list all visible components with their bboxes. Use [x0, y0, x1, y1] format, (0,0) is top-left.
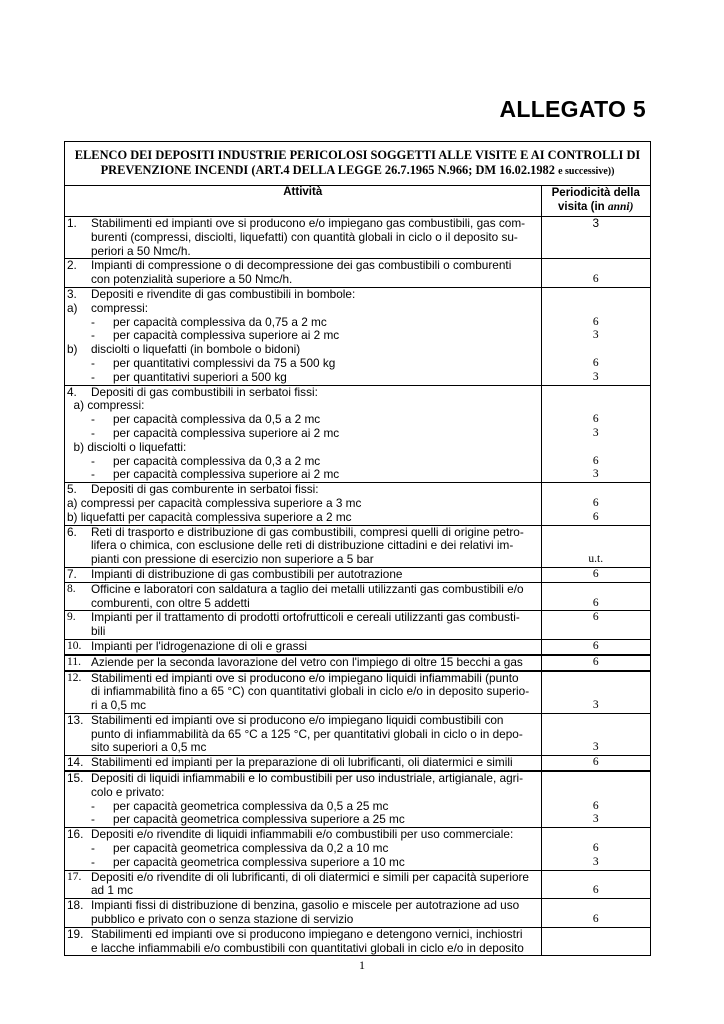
- activity-text: punto di infiammabilità da 65 °C a 125 °C, per quantitativi globali in ciclo o in depo-: [91, 727, 523, 741]
- item-number: 12.: [67, 671, 82, 684]
- activity-text: pianti con pressione di esercizio non superiore a 5 bar: [91, 553, 374, 567]
- item-number: 14.: [67, 755, 84, 770]
- periodicity-value: 6: [592, 315, 599, 328]
- activity-text: Reti di trasporto e distribuzione di gas combustibili, compresi quelli di origine petro-: [91, 525, 524, 539]
- periodicity-value: 3: [592, 370, 599, 383]
- activity-line: [65, 611, 541, 625]
- periodicity-value: [542, 302, 651, 316]
- table-body: [65, 217, 650, 956]
- item-number: a): [67, 300, 78, 315]
- item-number: 18.: [67, 898, 84, 913]
- periodicity-cell: [541, 525, 650, 567]
- activity-cell: [65, 927, 541, 955]
- activity-text: Depositi e/o rivendite di liquidi infiammabili e/o combustibili per uso commerciale:: [91, 828, 514, 842]
- periodicity-value: 6: [592, 884, 599, 897]
- periodicity-value: 3: [592, 426, 599, 439]
- periodicity-value: [542, 583, 651, 597]
- periodicity-value: [542, 259, 651, 273]
- activity-cell: [65, 567, 541, 582]
- dash-bullet: -: [91, 798, 95, 813]
- column-header-periodicity-line1: Periodicità della: [551, 187, 640, 199]
- periodicity-value: 3: [592, 813, 599, 826]
- activity-text: per capacità complessiva superiore ai 2 mc: [113, 468, 340, 482]
- dash-bullet: -: [91, 425, 95, 440]
- activity-line: [65, 583, 541, 597]
- activity-line: [65, 884, 541, 898]
- dash-bullet: -: [91, 355, 95, 370]
- activity-line: [65, 568, 541, 582]
- column-header-periodicity-unit: anni): [607, 200, 634, 213]
- activity-line: [65, 231, 541, 245]
- activity-text: Aziende per la seconda lavorazione del vetro con l'impiego di oltre 15 becchi a gas: [91, 655, 523, 669]
- dash-bullet: -: [91, 467, 95, 482]
- periodicity-value: [542, 942, 651, 956]
- periodicity-value: [542, 685, 651, 699]
- periodicity-value: [542, 343, 651, 357]
- table-row: [65, 771, 650, 828]
- activity-line: [65, 786, 541, 800]
- activity-line: [65, 288, 541, 302]
- activity-cell: [65, 828, 541, 870]
- activity-cell: [65, 217, 541, 259]
- table-row: [65, 639, 650, 654]
- activity-line: [65, 856, 541, 870]
- periodicity-value: [542, 672, 651, 686]
- periodicity-value: 6: [592, 913, 599, 926]
- periodicity-cell: [541, 756, 650, 771]
- caption-line-2-small: e successive)): [558, 166, 615, 177]
- activity-line: [65, 217, 541, 231]
- activity-text: pubblico e privato con o senza stazione di servizio: [91, 913, 354, 927]
- table-row: [65, 927, 650, 955]
- item-number: 16.: [67, 827, 84, 842]
- periodicity-value: [542, 899, 651, 913]
- table-row: [65, 567, 650, 582]
- activity-text: comburenti, con oltre 5 addetti: [91, 596, 250, 610]
- table-row: [65, 655, 650, 671]
- item-number: 17.: [67, 870, 82, 883]
- column-header-periodicity-text: visita (in: [558, 200, 605, 213]
- periodicity-value: [542, 539, 651, 553]
- dash-bullet: -: [91, 314, 95, 329]
- activity-cell: [65, 525, 541, 567]
- periodicity-value: [542, 728, 651, 742]
- periodicity-value: 3: [592, 468, 599, 481]
- activity-line: [65, 441, 541, 455]
- activity-line: [65, 913, 541, 927]
- dash-bullet: -: [91, 841, 95, 856]
- periodicity-value: 6: [592, 413, 599, 426]
- table-row: [65, 671, 650, 714]
- table-row: [65, 713, 650, 755]
- activity-line: [65, 371, 541, 385]
- caption-line-2: [101, 163, 615, 179]
- periodicity-value: [542, 483, 651, 497]
- activity-line: [65, 772, 541, 786]
- periodicity-cell: [541, 870, 650, 899]
- periodicity-value: [542, 625, 651, 639]
- activity-text: Depositi di gas comburente in serbatoi fissi:: [91, 483, 319, 497]
- item-number: 8.: [67, 582, 76, 595]
- dash-bullet: -: [91, 812, 95, 827]
- activity-text: Impianti fissi di distribuzione di benzina, gasolio e miscele per autotrazione ad uso: [91, 899, 520, 913]
- page-number: 1: [359, 958, 365, 972]
- table-row: [65, 582, 650, 611]
- periodicity-cell: [541, 899, 650, 928]
- activity-line: [65, 427, 541, 441]
- activity-text: Depositi e rivendite di gas combustibili in bombole:: [91, 287, 356, 301]
- activity-line: [65, 813, 541, 827]
- periodicity-cell: [541, 287, 650, 385]
- periodicity-value: 3: [592, 699, 599, 712]
- periodicity-value: 6: [592, 842, 599, 855]
- activity-line: [65, 842, 541, 856]
- activity-text: per capacità geometrica complessiva superiore a 25 mc: [113, 813, 405, 827]
- activity-line: [65, 800, 541, 814]
- item-number: 7.: [67, 566, 77, 581]
- caption-line-1: ELENCO DEI DEPOSITI INDUSTRIE PERICOLOSI SOGGETTI ALLE VISITE E AI CONTROLLI DI: [74, 148, 641, 162]
- activity-line: [65, 273, 541, 287]
- activity-text: Stabilimenti ed impianti ove si producono e/o impiegano liquidi combustibili con: [91, 713, 504, 727]
- activity-text: Impianti per l'idrogenazione di oli e grassi: [91, 639, 308, 653]
- activity-text: ad 1 mc: [91, 884, 133, 898]
- periodicity-value: 3: [592, 741, 599, 754]
- activity-text: per capacità complessiva da 0,5 a 2 mc: [113, 413, 321, 427]
- dash-bullet: -: [91, 453, 95, 468]
- activity-line: [65, 828, 541, 842]
- activity-text: Stabilimenti ed impianti per la preparazione di oli lubrificanti, oli diatermici e simili: [91, 756, 513, 770]
- periodicity-value: [542, 245, 651, 259]
- activity-text: Impianti di compressione o di decompressione dei gas combustibili o comburenti: [91, 259, 512, 273]
- document-table-frame: [64, 141, 651, 956]
- periodicity-value: 6: [592, 273, 599, 286]
- dash-bullet: -: [91, 369, 95, 384]
- periodicity-value: [542, 786, 651, 800]
- activity-line: [65, 685, 541, 699]
- table-row: [65, 385, 650, 483]
- activity-line: [65, 483, 541, 497]
- item-number: 5.: [67, 482, 77, 497]
- activity-text: lifera o chimica, con esclusione delle reti di distribuzione cittadini e dei relativi im-: [91, 539, 514, 553]
- periodicity-value: 3: [592, 216, 600, 230]
- activity-text: burenti (compressi, disciolti, liquefatti) con quantità globali in ciclo o il deposito su-: [91, 230, 518, 244]
- activity-text: compressi:: [91, 301, 149, 315]
- activity-text: per capacità geometrica complessiva da 0,5 a 25 mc: [113, 799, 389, 813]
- periodicity-value: 3: [592, 855, 599, 868]
- periodicity-cell: [541, 582, 650, 611]
- periodicity-value: 6: [592, 454, 599, 467]
- activity-line: [65, 343, 541, 357]
- activity-cell: [65, 771, 541, 828]
- periodicity-cell: [541, 639, 650, 654]
- column-header-periodicity: [541, 186, 650, 217]
- periodicity-value: u.t.: [588, 553, 604, 566]
- table-row: [65, 756, 650, 771]
- activity-line: [65, 656, 541, 670]
- periodicity-value: [542, 386, 651, 400]
- periodicity-cell: [541, 671, 650, 714]
- activity-text: Impianti per il trattamento di prodotti ortofrutticoli e cereali utilizzanti gas combusti-: [91, 611, 520, 625]
- activity-text: per quantitativi superiori a 500 kg: [113, 370, 287, 384]
- periodicity-cell: [541, 655, 650, 671]
- table-caption: [65, 142, 650, 186]
- activities-table: [65, 186, 650, 955]
- table-row: [65, 287, 650, 385]
- activity-cell: [65, 713, 541, 755]
- item-number: 6.: [67, 524, 77, 539]
- activity-cell: [65, 582, 541, 611]
- activity-line: [65, 526, 541, 540]
- activity-line: [65, 497, 541, 511]
- periodicity-value: [542, 441, 651, 455]
- activity-line: [65, 756, 541, 770]
- item-number: 3.: [67, 286, 77, 301]
- activity-line: [65, 357, 541, 371]
- periodicity-value: 6: [592, 596, 599, 609]
- activity-line: [65, 597, 541, 611]
- column-header-activity: Attività: [65, 186, 541, 217]
- periodicity-value: 6: [592, 799, 599, 812]
- periodicity-value: 3: [592, 329, 599, 342]
- activity-text: per quantitativi complessivi da 75 a 500 kg: [113, 356, 336, 370]
- activity-line: [65, 714, 541, 728]
- periodicity-cell: [541, 385, 650, 483]
- activity-line: [65, 899, 541, 913]
- activity-cell: [65, 655, 541, 671]
- activity-text: ri a 0,5 mc: [91, 699, 147, 713]
- activity-cell: [65, 899, 541, 928]
- table-row: [65, 611, 650, 640]
- periodicity-cell: [541, 611, 650, 640]
- table-row: [65, 483, 650, 525]
- activity-text: a) compressi per capacità complessiva superiore a 3 mc: [67, 496, 362, 510]
- activity-line: [65, 625, 541, 639]
- table-row: [65, 217, 650, 259]
- periodicity-cell: [541, 713, 650, 755]
- activity-text: e lacche infiammabili e/o combustibili con quantitativi globali in ciclo e/o in deposito: [91, 941, 524, 955]
- table-row: [65, 899, 650, 928]
- activity-text: Depositi di liquidi infiammabili e lo combustibili per uso industriale, artigianale, agri-: [91, 772, 524, 786]
- activity-cell: [65, 483, 541, 525]
- periodicity-value: 6: [592, 655, 599, 668]
- activity-text: per capacità complessiva da 0,75 a 2 mc: [113, 315, 327, 329]
- activity-line: [65, 640, 541, 654]
- activity-line: [65, 329, 541, 343]
- item-number: 4.: [67, 384, 77, 399]
- periodicity-cell: [541, 259, 650, 288]
- activity-line: [65, 386, 541, 400]
- periodicity-value: [542, 828, 651, 842]
- periodicity-value: 6: [592, 496, 599, 509]
- caption-line-2-main: PREVENZIONE INCENDI (ART.4 DELLA LEGGE 26.7.1965 N.966; DM 16.02.1982: [100, 163, 555, 177]
- activity-line: [65, 316, 541, 330]
- activity-text: Officine e laboratori con saldatura a taglio dei metalli utilizzanti gas combustibili e/o: [91, 582, 524, 596]
- activity-line: [65, 259, 541, 273]
- activity-text: a) compressi:: [67, 399, 145, 413]
- activity-text: Impianti di distribuzione di gas combustibili per autotrazione: [91, 567, 403, 581]
- activity-cell: [65, 611, 541, 640]
- item-number: 19.: [67, 926, 84, 941]
- item-number: 15.: [67, 771, 84, 786]
- activity-text: Stabilimenti ed impianti ove si producono impiegano e detengono vernici, inchiostri: [91, 927, 523, 941]
- activity-cell: [65, 671, 541, 714]
- item-number: 9.: [67, 611, 76, 624]
- activity-text: per capacità complessiva da 0,3 a 2 mc: [113, 454, 321, 468]
- activity-text: disciolti o liquefatti (in bombole o bidoni): [91, 343, 301, 357]
- activity-text: di infiammabilità fino a 65 °C) con quantitativi globali in ciclo e/o in deposito superio-: [91, 685, 530, 699]
- periodicity-value: [542, 526, 651, 540]
- periodicity-value: 6: [592, 510, 599, 523]
- periodicity-value: 6: [592, 356, 599, 369]
- activity-cell: [65, 287, 541, 385]
- item-number: 13.: [67, 712, 84, 727]
- activity-text: per capacità complessiva superiore ai 2 mc: [113, 426, 340, 440]
- periodicity-value: 6: [592, 611, 599, 624]
- item-number: b): [67, 342, 78, 357]
- activity-text: periori a 50 Nmc/h.: [91, 244, 191, 258]
- activity-cell: [65, 385, 541, 483]
- activity-text: b) liquefatti per capacità complessiva superiore a 2 mc: [67, 510, 352, 524]
- periodicity-value: [542, 871, 651, 885]
- activity-text: per capacità geometrica complessiva da 0,2 a 10 mc: [113, 842, 389, 856]
- periodicity-value: 6: [592, 756, 599, 769]
- item-number: 10.: [67, 639, 82, 652]
- item-number: 11.: [67, 655, 81, 668]
- periodicity-value: [542, 714, 651, 728]
- periodicity-cell: [541, 771, 650, 828]
- annex-title: ALLEGATO 5: [499, 96, 646, 122]
- activity-line: [65, 539, 541, 553]
- activity-line: [65, 741, 541, 755]
- activity-line: [65, 928, 541, 942]
- periodicity-cell: [541, 927, 650, 955]
- periodicity-value: 6: [592, 567, 599, 580]
- activity-cell: [65, 259, 541, 288]
- item-number: 1.: [67, 216, 77, 230]
- activity-line: [65, 245, 541, 259]
- periodicity-value: 6: [592, 639, 599, 652]
- activity-text: Stabilimenti ed impianti ove si producono e/o impiegano gas combustibili, gas com-: [91, 217, 526, 230]
- activity-text: Stabilimenti ed impianti ove si producono e/o impiegano liquidi infiammabili (punto: [91, 671, 519, 685]
- periodicity-cell: [541, 483, 650, 525]
- activity-cell: [65, 639, 541, 654]
- periodicity-value: [542, 288, 651, 302]
- activity-line: [65, 942, 541, 956]
- dash-bullet: -: [91, 328, 95, 343]
- activity-line: [65, 468, 541, 482]
- activity-text: colo e privato:: [91, 785, 165, 799]
- activity-line: [65, 699, 541, 713]
- item-number: 2.: [67, 258, 77, 273]
- periodicity-cell: [541, 217, 650, 259]
- table-row: [65, 259, 650, 288]
- activity-line: [65, 413, 541, 427]
- activity-text: Depositi e/o rivendite di oli lubrificanti, di oli diatermici e simili per capacità superiore: [91, 870, 529, 884]
- activity-line: [65, 728, 541, 742]
- activity-text: sito superiori a 0,5 mc: [91, 741, 207, 755]
- periodicity-value: [542, 399, 651, 413]
- activity-line: [65, 511, 541, 525]
- activity-text: Depositi di gas combustibili in serbatoi fissi:: [91, 385, 318, 399]
- dash-bullet: -: [91, 412, 95, 427]
- column-header-periodicity-line2: [542, 201, 651, 215]
- activity-line: [65, 672, 541, 686]
- activity-cell: [65, 870, 541, 899]
- table-row: [65, 525, 650, 567]
- activity-line: [65, 455, 541, 469]
- activity-line: [65, 871, 541, 885]
- dash-bullet: -: [91, 854, 95, 869]
- activity-text: per capacità complessiva superiore ai 2 mc: [113, 329, 340, 343]
- table-row: [65, 828, 650, 870]
- activity-text: bili: [91, 625, 106, 639]
- activity-text: b) disciolti o liquefatti:: [67, 440, 187, 454]
- activity-text: con potenzialità superiore a 50 Nmc/h.: [91, 273, 293, 287]
- activity-line: [65, 553, 541, 567]
- periodicity-value: [542, 231, 651, 245]
- activity-line: [65, 302, 541, 316]
- periodicity-cell: [541, 567, 650, 582]
- table-row: [65, 870, 650, 899]
- activity-line: [65, 399, 541, 413]
- periodicity-value: [542, 928, 651, 942]
- periodicity-value: [542, 772, 651, 786]
- periodicity-cell: [541, 828, 650, 870]
- activity-text: per capacità geometrica complessiva superiore a 10 mc: [113, 855, 405, 869]
- activity-cell: [65, 756, 541, 771]
